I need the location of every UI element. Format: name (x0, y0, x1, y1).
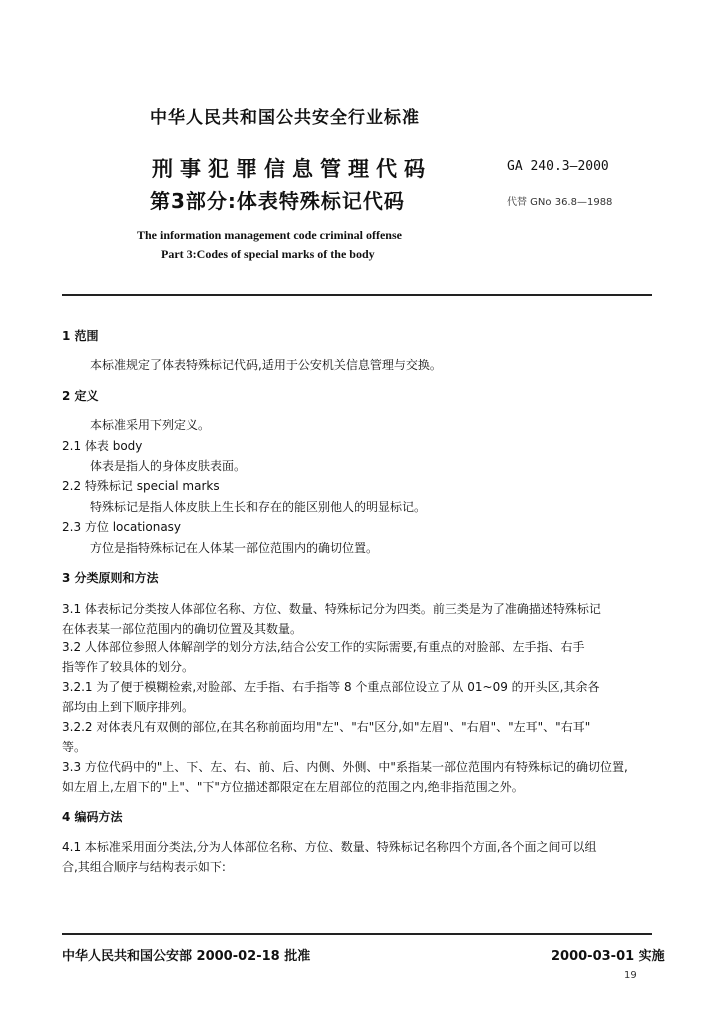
paragraph: 本标准规定了体表特殊标记代码,适用于公安机关信息管理与交换。 (90, 358, 442, 372)
header-divider (62, 294, 652, 296)
paragraph-line: 3.2 人体部位参照人体解剖学的划分方法,结合公安工作的实际需要,有重点的对脸部、左手指、右手 (62, 640, 585, 654)
paragraph-line: 指等作了较具体的划分。 (62, 660, 195, 674)
paragraph-line: 在体表某一部位范围内的确切位置及其数量。 (62, 622, 303, 636)
replaces-standard: 代替 GNo 36.8—1988 (507, 197, 613, 208)
paragraph-line: 3.2.1 为了便于模糊检索,对脸部、左手指、右手指等 8 个重点部位设立了从 01~09 的开头区,其余各 (62, 680, 600, 694)
section-heading-definitions: 2 定义 (62, 389, 99, 403)
section-heading-classification: 3 分类原则和方法 (62, 571, 159, 585)
standard-number: GA 240.3—2000 (507, 159, 609, 174)
document-subtitle-en: Part 3:Codes of special marks of the body (161, 247, 375, 261)
document-title-cn: 刑事犯罪信息管理代码 (152, 157, 432, 181)
paragraph-line: 合,其组合顺序与结构表示如下: (62, 860, 226, 874)
paragraph: 本标准采用下列定义。 (90, 418, 211, 432)
paragraph-line: 3.1 体表标记分类按人体部位名称、方位、数量、特殊标记分为四类。前三类是为了准确描述特殊标记 (62, 602, 601, 616)
definition-text: 体表是指人的身体皮肤表面。 (90, 459, 247, 473)
definition-term: 2.1 体表 body (62, 439, 143, 453)
approval-date: 中华人民共和国公安部 2000-02-18 批准 (62, 949, 311, 964)
definition-text: 特殊标记是指人体皮肤上生长和存在的能区别他人的明显标记。 (90, 500, 427, 514)
definition-text: 方位是指特殊标记在人体某一部位范围内的确切位置。 (90, 541, 379, 555)
paragraph-line: 部均由上到下顺序排列。 (62, 700, 195, 714)
definition-term: 2.2 特殊标记 special marks (62, 479, 220, 493)
section-heading-scope: 1 范围 (62, 329, 99, 343)
definition-term: 2.3 方位 locationasy (62, 520, 182, 534)
implementation-date: 2000-03-01 实施 (551, 949, 665, 964)
page-number: 19 (624, 970, 637, 981)
section-heading-coding: 4 编码方法 (62, 810, 123, 824)
document-title-en: The information management code criminal offense (137, 228, 402, 242)
paragraph-line: 4.1 本标准采用面分类法,分为人体部位名称、方位、数量、特殊标记名称四个方面,各个面之间可以组 (62, 840, 597, 854)
paragraph-line: 如左眉上,左眉下的"上"、"下"方位描述都限定在左眉部位的范围之内,绝非指范围之外。 (62, 780, 524, 794)
paragraph-line: 3.2.2 对体表凡有双侧的部位,在其名称前面均用"左"、"右"区分,如"左眉"、"右眉"、"左耳"、"右耳" (62, 720, 591, 734)
standard-header: 中华人民共和国公共安全行业标准 (150, 108, 420, 128)
paragraph-line: 3.3 方位代码中的"上、下、左、右、前、后、内侧、外侧、中"系指某一部位范围内有特殊标记的确切位置, (62, 760, 628, 774)
document-subtitle-cn: 第3部分:体表特殊标记代码 (150, 189, 405, 213)
footer-divider (62, 933, 652, 935)
paragraph-line: 等。 (62, 740, 87, 754)
